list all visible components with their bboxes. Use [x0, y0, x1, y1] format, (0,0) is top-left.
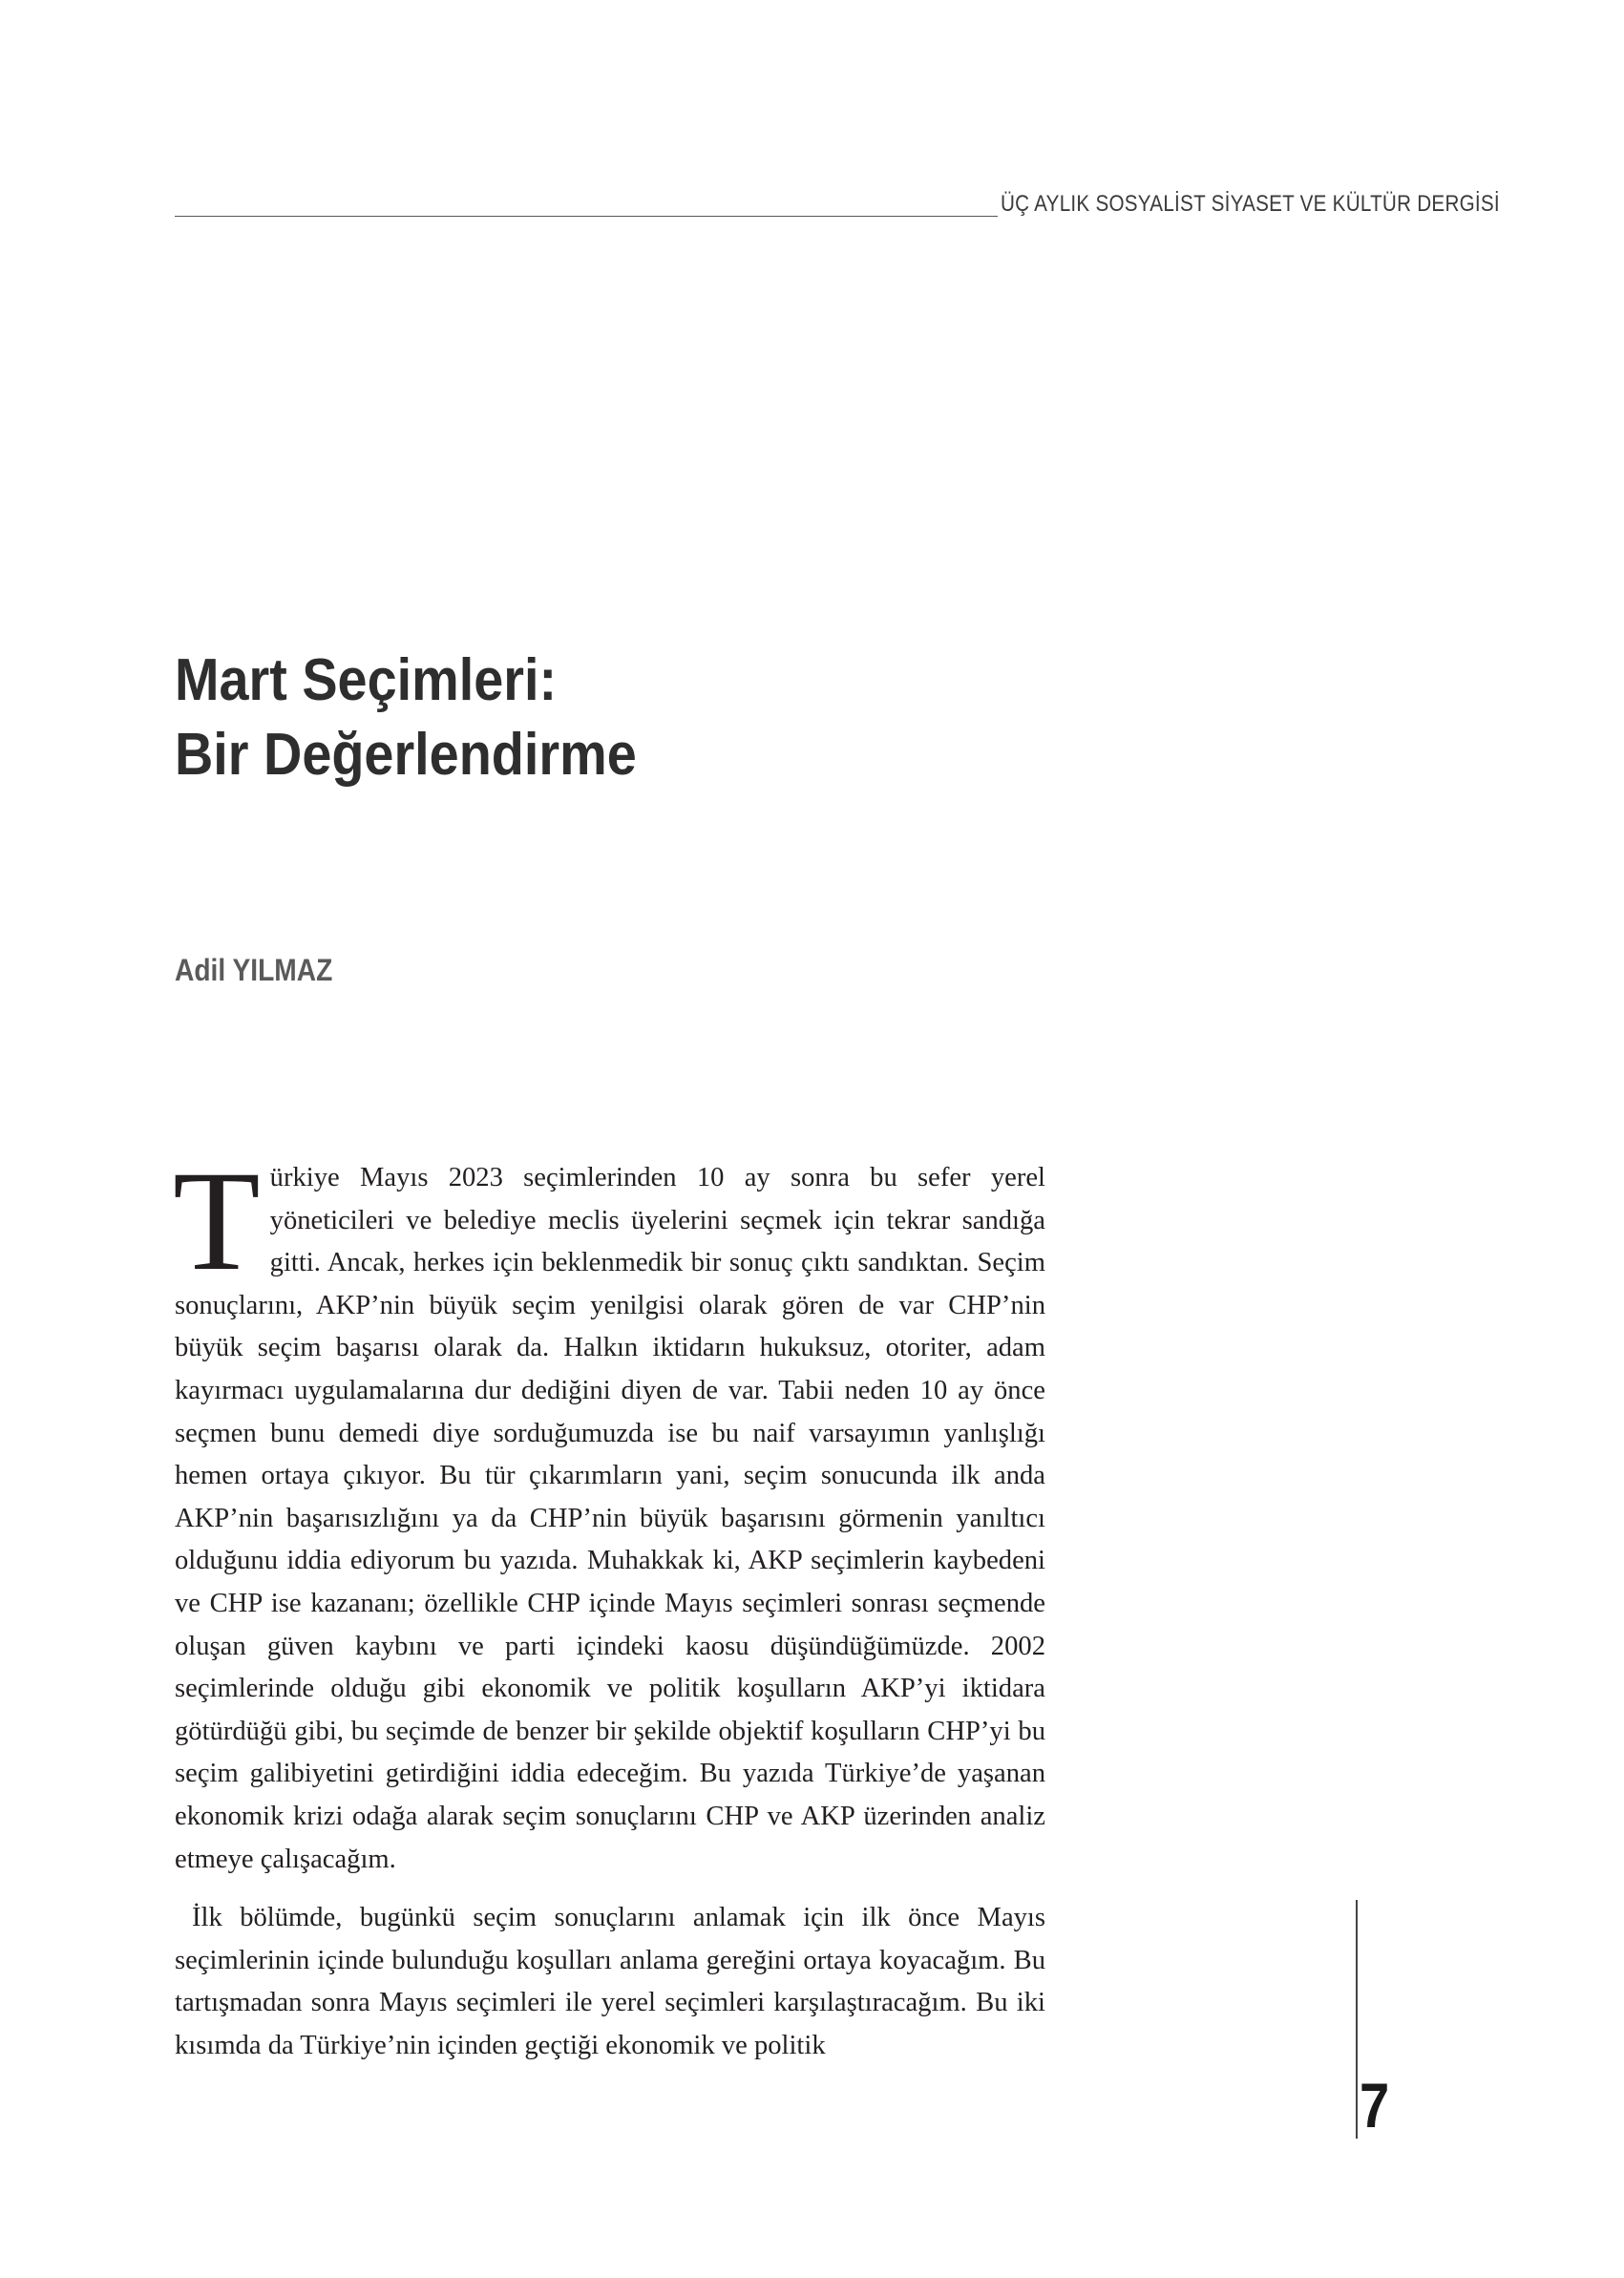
running-head: ÜÇ AYLIK SOSYALİST SİYASET VE KÜLTÜR DERGİSİ — [1001, 191, 1500, 217]
article-body — [173, 1142, 1045, 2067]
paragraph-1 — [173, 1142, 1045, 1881]
author-name: Adil YILMAZ — [175, 953, 333, 987]
drop-cap: T — [173, 1142, 261, 1300]
page-number-rule — [1356, 1900, 1358, 2139]
header-rule — [175, 216, 998, 217]
article-title-line-2: Bir Değerlendirme — [175, 722, 637, 788]
article-title — [175, 643, 637, 792]
paragraph-2: İlk bölümde, bugünkü seçim sonuçlarını anlamak için ilk önce Mayıs seçimlerinin içinde bulunduğu koşulları anlama gereğini ortaya koyacağım. Bu tartışmadan sonra Mayıs seçimleri ile yerel seçimleri karşılaştıracağım. Bu iki kısımda da Türkiye’nin içinden geçtiği ekonomik ve politik — [175, 1903, 1045, 2060]
page-number: 7 — [1360, 2070, 1390, 2141]
paragraph-1-text: ürkiye Mayıs 2023 seçimlerinden 10 ay sonra bu sefer yerel yöneticileri ve belediye meclis üyelerini seçmek için tekrar sandığa gitti. Ancak, herkes için beklenmedik bir sonuç çıktı sandıktan. Seçim sonuçlarını, AKP’nin büyük seçim yenilgisi olarak gören de var CHP’nin büyük seçim başarısı olarak da. Halkın iktidarın hukuksuz, otoriter, adam kayırmacı uygulamalarına dur dediğini diyen de var. Tabii neden 10 ay önce seçmen bunu demedi diye sorduğumuzda ise bu naif varsayımın yanlışlığı hemen ortaya çıkıyor. Bu tür çıkarımların yani, seçim sonucunda ilk anda AKP’nin başarısızlığını ya da CHP’nin büyük başarısını görmenin yanıltıcı olduğunu iddia ediyorum bu yazıda. Muhakkak ki, AKP seçimlerin kaybedeni ve CHP ise kazananı; özellikle CHP içinde Mayıs seçimleri sonrası seçmende oluşan güven kaybını ve parti içindeki kaosu düşündüğümüzde. 2002 seçimlerinde olduğu gibi ekonomik ve politik koşulların AKP’yi iktidara götürdüğü gibi, bu seçimde de benzer bir şekilde objektif koşulların CHP’yi bu seçim galibiyetini getirdiğini iddia edeceğim. Bu yazıda Türkiye’de yaşanan ekonomik krizi odağa alarak seçim sonuçlarını CHP ve AKP üzerinden analiz etmeye çalışacağım. — [175, 1163, 1045, 1874]
article-title-line-1: Mart Seçimleri: — [175, 647, 558, 713]
